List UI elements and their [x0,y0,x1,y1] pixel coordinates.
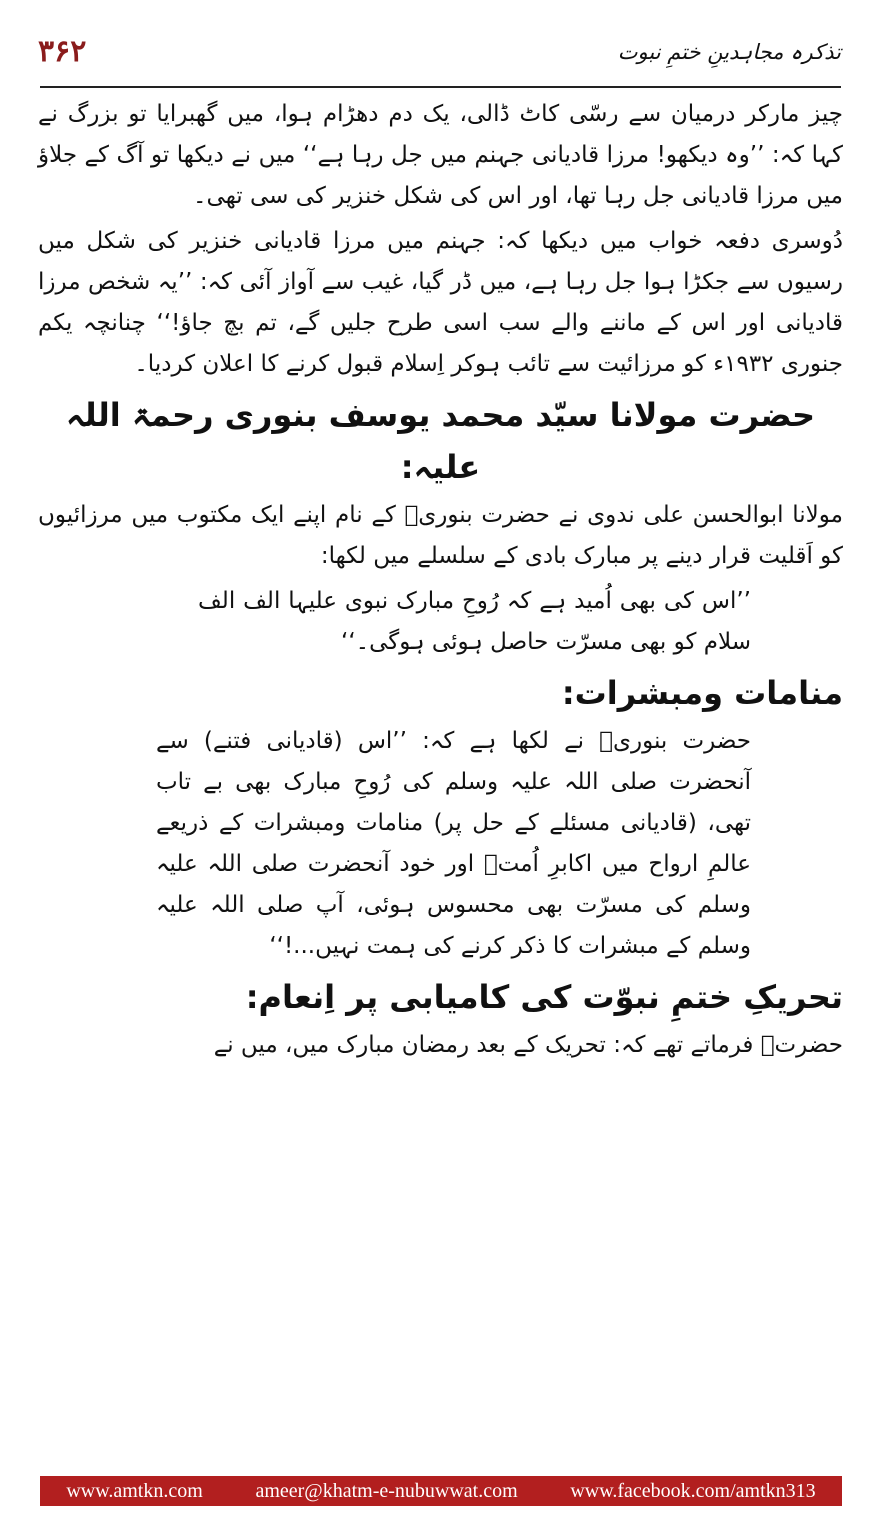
quote-nadwi: ’’اس کی بھی اُمید ہے کہ رُوحِ مبارک نبوی علیہا الف الف سلام کو بھی مسرّت حاصل ہوئی ہوگی۔‘‘ [198,588,751,655]
footer-email-link[interactable]: ameer@khatm-e-nubuwwat.com [255,1479,518,1502]
paragraph-nadwi-letter: مولانا ابوالحسن علی ندوی نے حضرت بنوریؒ کے نام اپنے ایک مکتوب میں مرزائیوں کو اَقلیت قرار دینے پر مبارک بادی کے سلسلے میں لکھا: [38,502,843,569]
body-text [38,94,843,1070]
page-number: ۳۶۲ [38,34,87,69]
quote-banuri: حضرت بنوریؒ نے لکھا ہے کہ: ’’اس (قادیانی فتنے) سے آنحضرت صلی اللہ علیہ وسلم کی رُوحِ مبارک بھی بے تاب تھی، (قادیانی مسئلے کے حل پر) منامات ومبشرات کے ذریعے عالمِ ارواح میں اکابرِ اُمتؒ اور خود آنحضرت صلی اللہ علیہ وسلم کی مسرّت بھی محسوس ہوئی، آپ صلی اللہ علیہ وسلم کے مبشرات کا ذکر کرنے کی ہمت نہیں...!‘‘ [156,728,751,959]
paragraph-dream-two: دُوسری دفعہ خواب میں دیکھا کہ: جہنم میں مرزا قادیانی خنزیر کی شکل میں رسیوں سے جکڑا ہوا جل رہا ہے، میں ڈر گیا، غیب سے آواز آئی کہ: ’’یہ شخص مرزا قادیانی اور اس کے ماننے والے سب اسی طرح جلیں گے، تم بچ جاؤ!‘‘ چنانچہ یکم جنوری ۱۹۳۲ء کو مرزائیت سے تائب ہوکر اِسلام قبول کرنے کا اعلان کردیا۔ [38,228,843,377]
section-heading-banuri: حضرت مولانا سیّد محمد یوسف بنوری رحمۃ اللہ علیہ: [65,396,816,486]
paragraph-dream-one: چیز مارکر درمیان سے رسّی کاٹ ڈالی، یک دم دھڑام ہوا، میں گھبرایا تو بزرگ نے کہا کہ: ’’وہ دیکھو! مرزا قادیانی جہنم میں جل رہا ہے‘‘ میں نے دیکھا تو آگ کے جلاؤ میں مرزا قادیانی جل رہا تھا، اور اس کی شکل خنزیر کی سی تھی۔ [38,101,843,209]
footer-bar [40,1476,842,1506]
book-title: تذکرہ مجاہدینِ ختمِ نبوت [617,40,841,64]
section-heading-dreams: منامات ومبشرات: [561,674,843,712]
footer-website-link[interactable]: www.amtkn.com [66,1479,203,1502]
section-heading-reward: تحریکِ ختمِ نبوّت کی کامیابی پر اِنعام: [245,978,843,1016]
footer-facebook-link[interactable]: www.facebook.com/amtkn313 [570,1479,816,1502]
paragraph-reward: حضرتؒ فرماتے تھے کہ: تحریک کے بعد رمضان مبارک میں، میں نے [213,1032,843,1058]
header-divider [40,86,841,88]
